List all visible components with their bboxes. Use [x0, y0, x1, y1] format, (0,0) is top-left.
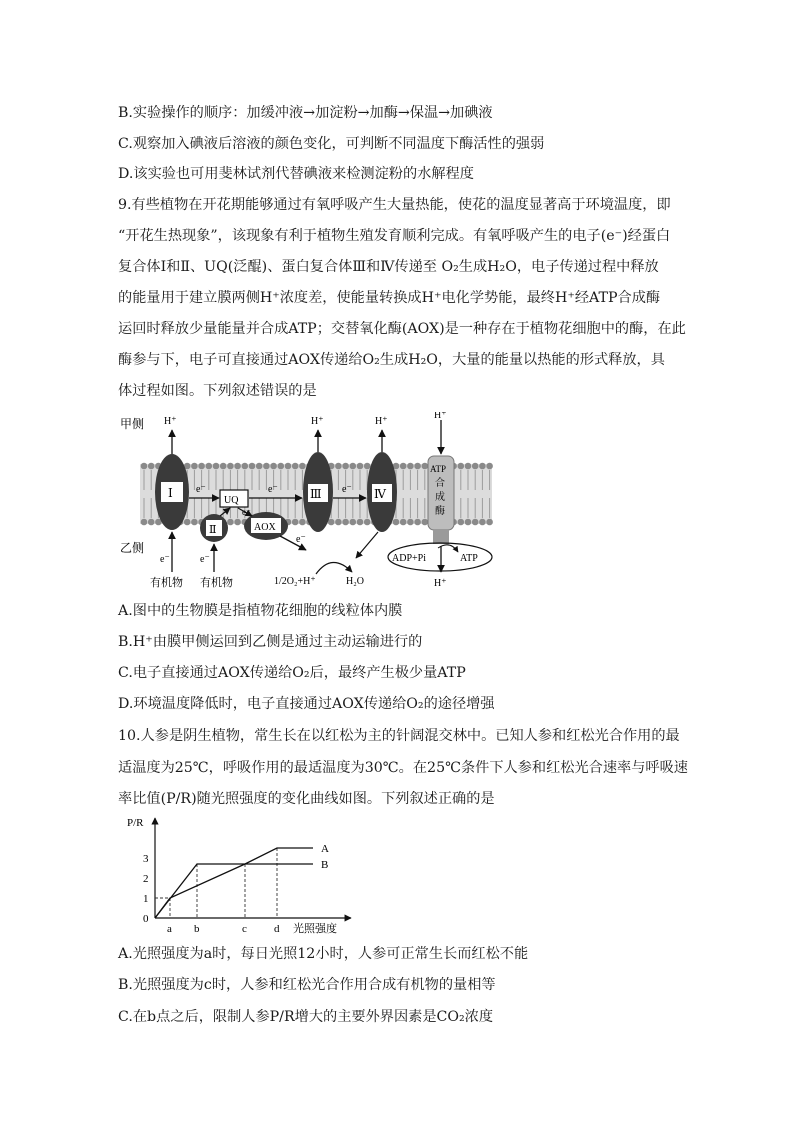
- lipid-head: [407, 463, 414, 470]
- lipid-head: [422, 463, 429, 470]
- lipid-head: [270, 463, 277, 470]
- lipid-head: [364, 463, 371, 470]
- complex-i-label: Ⅰ: [168, 486, 173, 500]
- membrane-diagram: [120, 412, 500, 596]
- lipid-head: [299, 463, 306, 470]
- lipid-head: [465, 463, 472, 470]
- organic-label-2: 有机物: [200, 577, 233, 589]
- y-axis-label: P/R: [127, 817, 144, 829]
- y-tick-label-1: 1: [143, 893, 149, 905]
- h-plus-3: H⁺: [375, 416, 388, 427]
- lipid-head: [213, 463, 220, 470]
- lipid-head: [465, 519, 472, 526]
- lipid-head: [335, 463, 342, 470]
- lipid-head: [141, 463, 148, 470]
- pr-chart: [125, 812, 355, 941]
- lipid-head: [458, 519, 465, 526]
- lipid-head: [256, 463, 263, 470]
- lipid-head: [285, 463, 292, 470]
- lipid-head: [393, 519, 400, 526]
- origin-label: 0: [143, 913, 149, 925]
- y-tick-label-3: 3: [143, 853, 149, 865]
- h-plus-1: H⁺: [164, 416, 177, 427]
- atp-synthase-label-1: ATP: [430, 464, 447, 474]
- series-a-line: [155, 848, 313, 918]
- q9-option-d: D.环境温度降低时，电子直接通过AOX传递给O₂的途径增强: [118, 696, 495, 712]
- h-plus-2: H⁺: [311, 416, 324, 427]
- lipid-head: [292, 463, 299, 470]
- adp-label: ADP+Pi: [392, 553, 426, 564]
- lipid-head: [350, 519, 357, 526]
- x-axis-label: 光照强度: [293, 923, 337, 935]
- q10-stem-line-2: 适温度为25℃，呼吸作用的最适温度为30℃。在25℃条件下人参和红松光合速率与呼吸速: [118, 760, 688, 776]
- lipid-head: [299, 519, 306, 526]
- lipid-head: [335, 519, 342, 526]
- q9-stem-line-3: 复合体Ⅰ和Ⅱ、UQ(泛醌)、蛋白复合体Ⅲ和Ⅳ传递至 O₂生成H₂O，电子传递过程中释放: [118, 259, 659, 275]
- h-plus-4: H⁺: [434, 412, 447, 421]
- series-b-label: B: [321, 859, 329, 871]
- q9-stem-line-4: 的能量用于建立膜两侧H⁺浓度差，使能量转换成H⁺电化学势能，最终H⁺经ATP合成酶: [118, 290, 661, 306]
- lipid-head: [414, 519, 421, 526]
- q9-option-b: B.H⁺由膜甲侧运回到乙侧是通过主动运输进行的: [118, 634, 423, 650]
- lipid-head: [220, 463, 227, 470]
- x-tick-label-c: c: [242, 923, 247, 935]
- lipid-head: [350, 463, 357, 470]
- x-tick-label-b: b: [194, 923, 200, 935]
- lipid-head: [328, 519, 335, 526]
- aox-label: AOX: [254, 522, 276, 533]
- q10-option-c: C.在b点之后，限制人参P/R增大的主要外界因素是CO₂浓度: [118, 1009, 494, 1025]
- atp-synthase-label-4: 酶: [435, 506, 445, 517]
- series-a-label: A: [321, 843, 329, 855]
- series-b-line: [155, 864, 313, 918]
- lipid-head: [148, 519, 155, 526]
- lipid-head: [292, 519, 299, 526]
- complex-iii-label: Ⅲ: [310, 487, 322, 501]
- lipid-head: [191, 519, 198, 526]
- electron-label-i: e⁻: [160, 554, 170, 565]
- lipid-head: [472, 519, 479, 526]
- lipid-head: [364, 519, 371, 526]
- q9-stem-line-2: “开花生热现象”，该现象有利于植物生殖发育顺利完成。有氧呼吸产生的电子(e⁻)经蛋白: [118, 228, 671, 244]
- lipid-head: [234, 463, 241, 470]
- x-tick-label-a: a: [167, 923, 172, 935]
- complex-iv-label: Ⅳ: [374, 487, 386, 501]
- x-tick-label-d: d: [274, 923, 280, 935]
- q8-option-d: D.该实验也可用斐林试剂代替碘液来检测淀粉的水解程度: [118, 166, 474, 182]
- y-tick-label-2: 2: [143, 873, 149, 885]
- lipid-head: [486, 519, 493, 526]
- lipid-head: [191, 463, 198, 470]
- q9-stem-line-1: 9.有些植物在开花期能够通过有氧呼吸产生大量热能，使花的温度显著高于环境温度，即: [118, 197, 671, 213]
- lipid-head: [407, 519, 414, 526]
- organic-label-1: 有机物: [150, 577, 183, 589]
- lipid-head: [141, 519, 148, 526]
- uq-label: UQ: [224, 495, 239, 506]
- atp-synthase-label-3: 成: [435, 492, 445, 503]
- lipid-head: [400, 463, 407, 470]
- lipid-head: [422, 519, 429, 526]
- lipid-head: [227, 463, 234, 470]
- q10-option-a: A.光照强度为a时，每日光照12小时，人参可正常生长而红松不能: [118, 946, 529, 962]
- lipid-head: [458, 463, 465, 470]
- lipid-head: [242, 463, 249, 470]
- lipid-head: [479, 463, 486, 470]
- q8-option-b: B.实验操作的顺序：加缓冲液→加淀粉→加酶→保温→加碘液: [118, 105, 493, 121]
- lipid-head: [472, 463, 479, 470]
- atp-label: ATP: [460, 553, 478, 564]
- q9-option-a: A.图中的生物膜是指植物花细胞的线粒体内膜: [118, 603, 403, 619]
- q9-stem-line-5: 运回时释放少量能量并合成ATP；交替氧化酶(AOX)是一种存在于植物花细胞中的酶，在此: [118, 321, 686, 337]
- lipid-head: [486, 463, 493, 470]
- lipid-head: [184, 519, 191, 526]
- electron-label-3: e⁻: [268, 484, 278, 495]
- q9-stem-line-7: 体过程如图。下列叙述错误的是: [118, 383, 317, 399]
- q10-stem-line-3: 率比值(P/R)随光照强度的变化曲线如图。下列叙述正确的是: [118, 791, 495, 807]
- electron-label-1: e⁻: [196, 484, 206, 495]
- water-label: H₂O: [346, 576, 364, 587]
- membrane-svg: [120, 412, 500, 592]
- lipid-head: [206, 463, 213, 470]
- complex-ii-label: Ⅱ: [209, 524, 217, 536]
- electron-label-ii: e⁻: [200, 554, 210, 565]
- lipid-head: [479, 519, 486, 526]
- q8-option-c: C.观察加入碘液后溶液的颜色变化，可判断不同温度下酶活性的强弱: [118, 136, 545, 152]
- electron-label-aox: e⁻: [242, 507, 251, 517]
- lipid-head: [148, 463, 155, 470]
- lipid-head: [249, 463, 256, 470]
- q9-option-c: C.电子直接通过AOX传递给O₂后，最终产生极少量ATP: [118, 665, 466, 681]
- lipid-head: [414, 463, 421, 470]
- lipid-head: [342, 519, 349, 526]
- lipid-head: [342, 463, 349, 470]
- lipid-head: [278, 463, 285, 470]
- lipid-head: [198, 463, 205, 470]
- side-top-label: 甲侧: [120, 417, 145, 431]
- oxygen-label: 1/2O₂+H⁺: [274, 576, 316, 587]
- electron-label-4: e⁻: [342, 484, 352, 495]
- pr-chart-svg: [125, 812, 355, 937]
- q10-option-b: B.光照强度为c时，人参和红松光合作用合成有机物的量相等: [118, 977, 496, 993]
- lipid-head: [357, 463, 364, 470]
- lipid-head: [357, 519, 364, 526]
- q10-stem-line-1: 10.人参是阴生植物，常生长在以红松为主的针阔混交林中。已知人参和红松光合作用的最: [118, 728, 680, 744]
- lipid-head: [227, 519, 234, 526]
- lipid-head: [263, 463, 270, 470]
- lipid-head: [234, 519, 241, 526]
- h-plus-5: H⁺: [434, 578, 447, 589]
- q9-stem-line-6: 酶参与下，电子可直接通过AOX传递给O₂生成H₂O，大量的能量以热能的形式释放，具: [118, 352, 665, 368]
- side-bottom-label: 乙侧: [120, 541, 145, 555]
- atp-synthase-label-2: 合: [435, 478, 445, 489]
- electron-label-2: e⁻: [296, 534, 306, 545]
- lipid-head: [400, 519, 407, 526]
